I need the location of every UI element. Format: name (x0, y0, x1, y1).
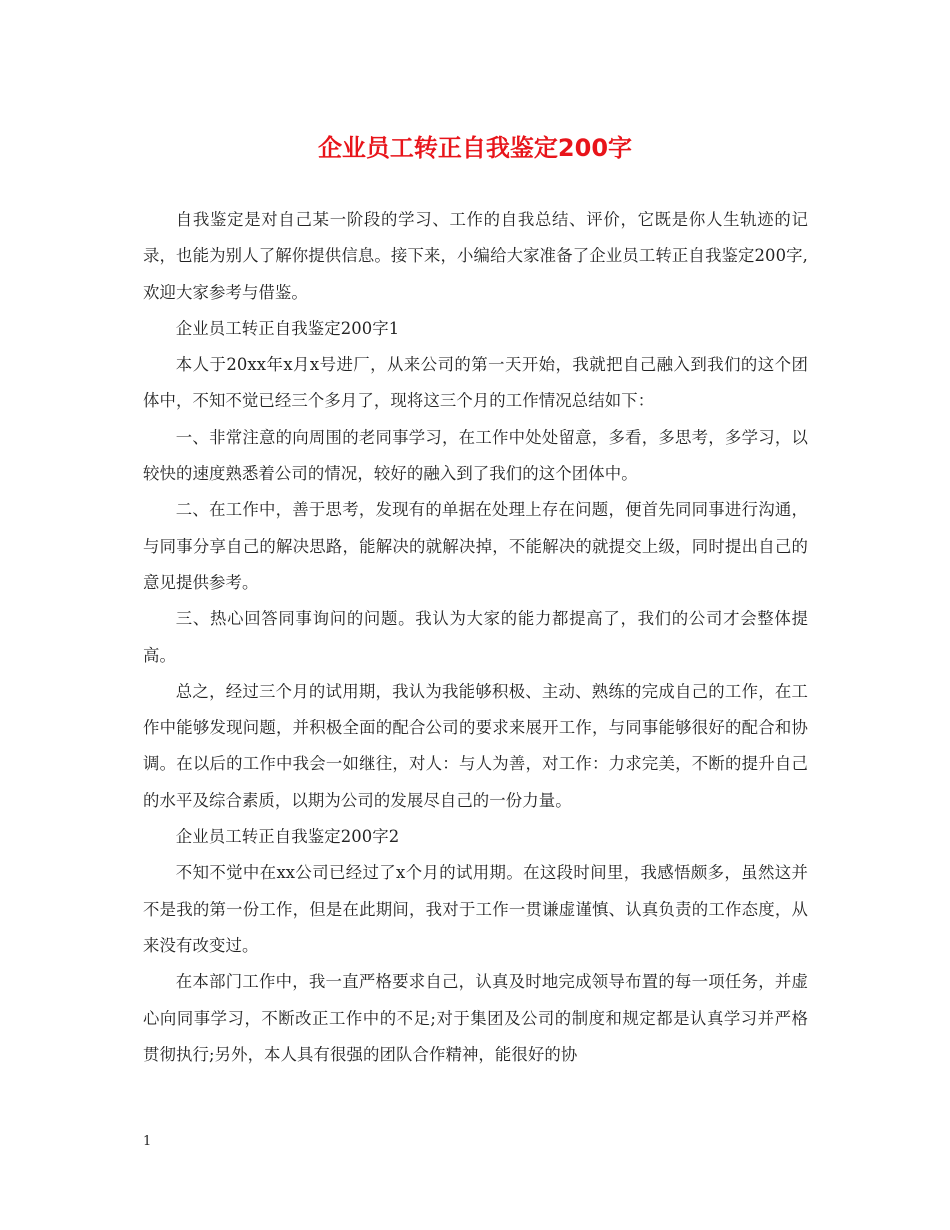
document-title: 企业员工转正自我鉴定200字 (317, 134, 633, 162)
paragraph: 不知不觉中在xx公司已经过了x个月的试用期。在这段时间里，我感悟颇多，虽然这并不是我的第一份工作，但是在此期间，我对于工作一贯谦虚谨慎、认真负责的工作态度，从来没有改变过。 (143, 863, 808, 955)
intro-paragraph: 自我鉴定是对自己某一阶段的学习、工作的自我总结、评价，它既是你人生轨迹的记录，也能为别人了解你提供信息。接下来，小编给大家准备了企业员工转正自我鉴定200字,欢迎大家参考与借鉴。 (143, 210, 808, 302)
paragraph: 二、在工作中，善于思考，发现有的单据在处理上存在问题，便首先同同事进行沟通，与同事分享自己的解决思路，能解决的就解决掉，不能解决的就提交上级，同时提出自己的意见提供参考。 (143, 500, 808, 592)
page-number: 1 (143, 1134, 152, 1149)
paragraph: 三、热心回答同事询问的问题。我认为大家的能力都提高了，我们的公司才会整体提高。 (143, 609, 808, 665)
paragraph: 一、非常注意的向周围的老同事学习，在工作中处处留意，多看，多思考，多学习，以较快的速度熟悉着公司的情况，较好的融入到了我们的这个团体中。 (143, 427, 808, 484)
section-heading-1: 企业员工转正自我鉴定200字1 (175, 318, 400, 338)
paragraph: 本人于20xx年x月x号进厂，从来公司的第一天开始，我就把自己融入到我们的这个团体中，不知不觉已经三个多月了，现将这三个月的工作情况总结如下： (143, 355, 808, 411)
section-heading-2: 企业员工转正自我鉴定200字2 (175, 827, 400, 847)
document-body (143, 202, 808, 1073)
paragraph: 在本部门工作中，我一直严格要求自己，认真及时地完成领导布置的每一项任务，并虚心向同事学习，不断改正工作中的不足;对于集团及公司的制度和规定都是认真学习并严格贯彻执行;另外，本人具有很强的团队合作精神，能很好的协 (143, 972, 808, 1064)
paragraph: 总之，经过三个月的试用期，我认为我能够积极、主动、熟练的完成自己的工作，在工作中能够发现问题，并积极全面的配合公司的要求来展开工作，与同事能够很好的配合和协调。在以后的工作中我会一如继往，对人：与人为善，对工作：力求完美，不断的提升自己的水平及综合素质，以期为公司的发展尽自己的一份力量。 (143, 681, 808, 810)
